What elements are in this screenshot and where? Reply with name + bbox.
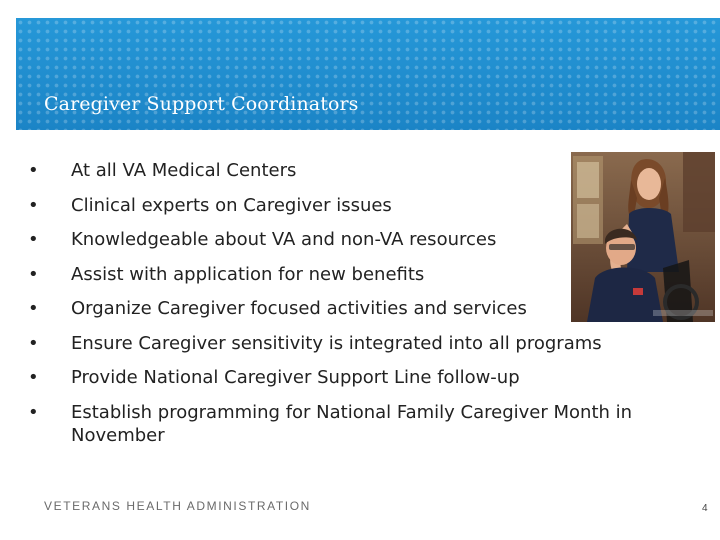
bullet-dot-icon: • — [28, 229, 39, 250]
bullet-dot-icon: • — [28, 160, 39, 181]
bullet-text: Organize Caregiver focused activities and services — [71, 298, 527, 319]
bullet-text: At all VA Medical Centers — [71, 160, 297, 181]
caregiver-photo-icon — [571, 152, 715, 322]
bullet-text: Knowledgeable about VA and non-VA resources — [71, 229, 497, 250]
bullet-text: Provide National Caregiver Support Line follow-up — [71, 367, 520, 388]
bullet-dot-icon: • — [28, 298, 39, 319]
page-number: 4 — [702, 503, 708, 514]
bullet-dot-icon: • — [28, 401, 39, 423]
bullet-text: Assist with application for new benefits — [71, 263, 425, 285]
bullet-text: Clinical experts on Caregiver issues — [71, 194, 392, 216]
bullet-text: Ensure Caregiver sensitivity is integrated into all programs — [71, 332, 602, 354]
bullet-dot-icon: • — [28, 367, 39, 388]
footer-organization: VETERANS HEALTH ADMINISTRATION — [44, 499, 311, 513]
bullet-dot-icon: • — [28, 263, 39, 285]
bullet-dot-icon: • — [28, 194, 39, 216]
slide-title: Caregiver Support Coordinators — [44, 93, 359, 115]
bullet-item — [26, 401, 696, 447]
bullet-item — [26, 366, 696, 389]
bullet-dot-icon: • — [28, 332, 39, 354]
bullet-text: Establish programming for National Family Caregiver Month in November — [71, 401, 633, 446]
caregiver-photo — [571, 152, 715, 322]
bullet-item — [26, 332, 696, 355]
